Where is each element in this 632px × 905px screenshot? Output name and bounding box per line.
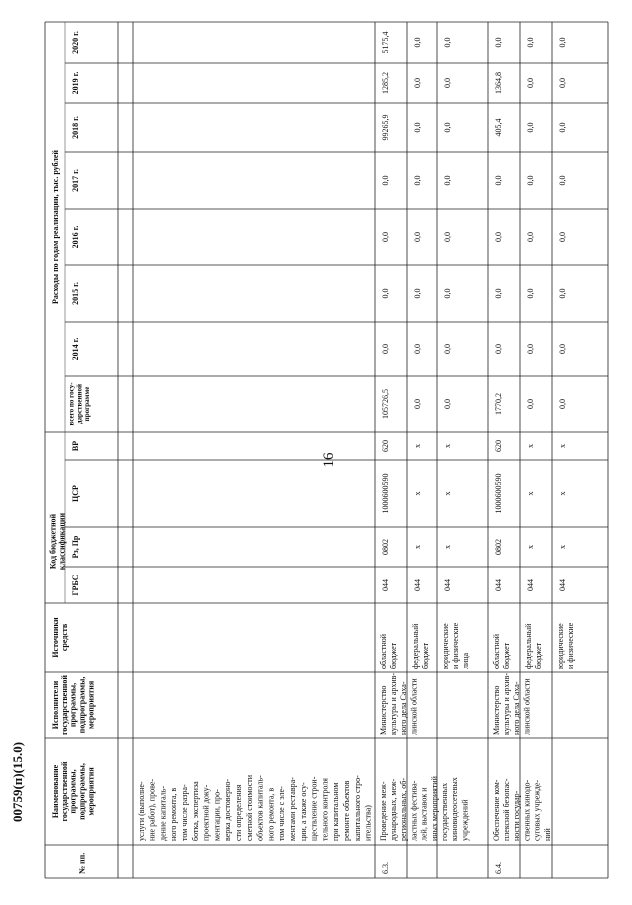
header-expenses: Расходы по годам реализации, тыс. рублей (50, 149, 60, 305)
group-number: 6.3. (380, 862, 390, 874)
source-cell: областнойбюджет (378, 633, 398, 669)
year-value-cell: 1285,2 (380, 72, 390, 94)
group-name: Обеспечение ком-плексной безопас-ности государ-ственных кинодо-суговых учрежде-ний (491, 778, 552, 841)
header-exec: Исполнителигосударственнойпрограммы,подпрограммы,мероприятия (50, 674, 96, 736)
year-value-cell: 0,0 (525, 37, 535, 48)
year-value-cell: 0,0 (525, 78, 535, 88)
csr-cell: x (412, 491, 422, 496)
year-value-cell: 0,0 (380, 232, 390, 242)
vr-cell: x (557, 444, 567, 448)
vr-cell: 620 (380, 440, 390, 452)
group-executor: Министерствокультуры и архив-ного дела Саха-линской области (378, 672, 419, 735)
year-value-cell: 0,0 (412, 232, 422, 242)
source-cell: областнойбюджет (491, 633, 511, 669)
footer-code: 00759(п)(15.0) (10, 741, 25, 823)
header-vr: ВР (70, 440, 80, 452)
year-value-cell: 0,0 (380, 175, 390, 186)
year-value-cell: 0,0 (557, 122, 567, 133)
year-value-cell: 0,0 (442, 37, 452, 48)
year-value-cell: 0,0 (442, 122, 452, 133)
header-year: 2018 г. (70, 116, 80, 139)
year-value-cell: 0,0 (442, 232, 452, 242)
csr-cell: x (525, 491, 535, 496)
year-value-cell: 0,0 (557, 175, 567, 186)
year-value-cell: 0,0 (525, 344, 535, 354)
year-value-cell: 0,0 (557, 344, 567, 354)
vr-cell: x (442, 444, 452, 448)
year-value-cell: 0,0 (412, 37, 422, 48)
year-value-cell: 0,0 (412, 122, 422, 133)
rzpr-cell: x (442, 545, 452, 549)
total-cell: 0,0 (525, 399, 535, 409)
group-number: 6.4. (493, 862, 503, 874)
year-value-cell: 0,0 (557, 37, 567, 48)
header-year: 2016 г. (70, 225, 80, 249)
group-name: Проведение меж-дународных, меж-региональных, об-ластных фестива-лей, выставок ииных мероприятийгосударственныхкиновидеосетевыхучреждений (378, 776, 470, 841)
year-value-cell: 0,0 (380, 288, 390, 299)
source-cell: юридическиеи физические (555, 622, 575, 669)
year-value-cell: 0,0 (442, 344, 452, 354)
csr-cell: x (442, 491, 452, 496)
header-year: 2017 г. (70, 169, 80, 192)
total-cell: 1770,2 (493, 393, 503, 415)
grbs-cell: 044 (380, 579, 390, 591)
source-cell: юридическиеи физическиелица (440, 622, 470, 669)
year-value-cell: 0,0 (493, 232, 503, 242)
year-value-cell: 0,0 (412, 288, 422, 299)
year-value-cell: 5175,4 (380, 31, 390, 54)
year-value-cell: 0,0 (557, 232, 567, 242)
rzpr-cell: x (412, 545, 422, 549)
header-year: 2015 г. (70, 282, 80, 305)
year-value-cell: 0,0 (493, 288, 503, 299)
header-year: 2019 г. (70, 71, 80, 95)
year-value-cell: 0,0 (525, 288, 535, 299)
year-value-cell: 0,0 (493, 344, 503, 354)
total-cell: 0,0 (442, 399, 452, 409)
header-kbk: Код бюджетнойклассификации (48, 512, 67, 571)
source-cell: федеральныйбюджет (523, 623, 543, 669)
year-value-cell: 0,0 (412, 344, 422, 354)
table-grid (45, 22, 608, 878)
year-value-cell: 0,0 (412, 175, 422, 186)
vr-cell: x (525, 444, 535, 448)
year-value-cell: 0,0 (557, 78, 567, 88)
header-src: Источникисредств (50, 617, 69, 658)
vr-cell: 620 (493, 440, 503, 452)
grbs-cell: 044 (493, 579, 503, 591)
year-value-cell: 405,4 (493, 118, 503, 137)
year-value-cell: 0,0 (525, 175, 535, 186)
header-year: 2020 г. (70, 31, 80, 54)
csr-cell: 1000600590 (493, 473, 503, 514)
grbs-cell: 044 (525, 579, 535, 591)
year-value-cell: 0,0 (380, 344, 390, 354)
year-value-cell: 0,0 (525, 122, 535, 133)
grbs-cell: 044 (442, 579, 452, 591)
year-value-cell: 99265,9 (380, 114, 390, 141)
total-cell: 0,0 (412, 399, 422, 409)
total-cell: 105726,5 (380, 389, 390, 419)
year-value-cell: 1364,8 (493, 72, 503, 94)
vr-cell: x (412, 444, 422, 448)
header-year: 2014 г. (70, 337, 80, 361)
header-rzpr: Рз, Пр (70, 535, 80, 559)
year-value-cell: 0,0 (557, 288, 567, 299)
continuation-text: услуги (выполне- ние работ), прове- дение капиталь- ного ремонта, в том числе разра- ботка, экспертиза проектной доку- ментации, про- верка достоверно- сти определения сметной стоимости объектов капиталь- ного ремонта, в том числе с эле- ментами реставра- ции, а также осу- ществление строи- тельного контроля при капитальном ремонте объектов капитального стро- ительства) (136, 774, 373, 841)
rzpr-cell: x (525, 545, 535, 549)
header-grbs: ГРБС (70, 574, 80, 596)
table-cells (48, 31, 574, 874)
year-value-cell: 0,0 (442, 175, 452, 186)
group-executor: Министерствокультуры и архив-ного дела Саха-линской области (491, 672, 532, 735)
source-cell: федеральныйбюджет (410, 623, 430, 669)
year-value-cell: 0,0 (442, 78, 452, 88)
year-value-cell: 0,0 (442, 288, 452, 299)
rzpr-cell: x (557, 545, 567, 549)
header-csr: ЦСР (70, 485, 80, 502)
page-number: 16 (321, 452, 337, 468)
rzpr-cell: 0802 (380, 539, 390, 555)
year-value-cell: 0,0 (412, 78, 422, 88)
total-cell: 0,0 (557, 399, 567, 409)
header-name: Наименованиегосударственнойпрограммы,подпрограммы,мероприятия (50, 761, 96, 822)
year-value-cell: 0,0 (525, 232, 535, 242)
csr-cell: 1000600590 (380, 473, 390, 514)
grbs-cell: 044 (557, 579, 567, 591)
csr-cell: x (557, 491, 567, 496)
header-total: всего по госу-дарственнойпрограмме (67, 382, 92, 426)
year-value-cell: 0,0 (493, 37, 503, 48)
grbs-cell: 044 (412, 579, 422, 591)
header-num: № пп. (77, 852, 87, 874)
year-value-cell: 0,0 (493, 175, 503, 186)
rzpr-cell: 0802 (493, 539, 503, 555)
